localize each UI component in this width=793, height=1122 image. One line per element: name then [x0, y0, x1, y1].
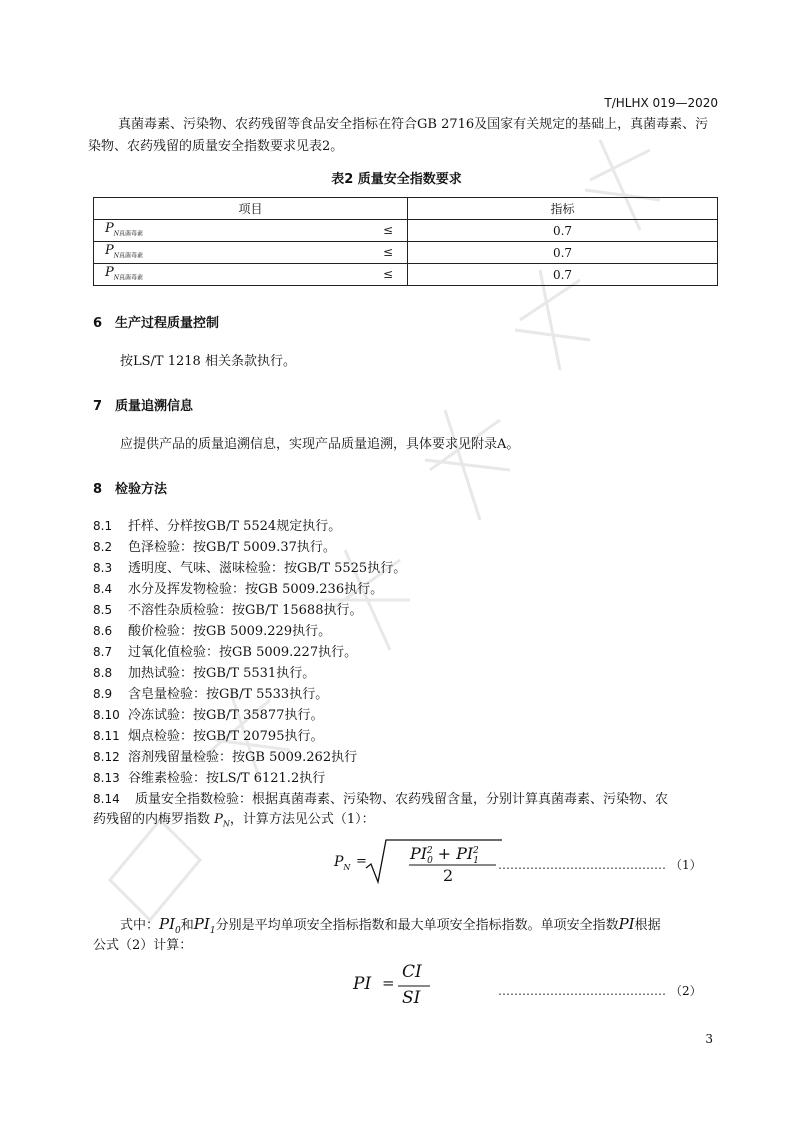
list-item: 8.10 冷冻试验：按GB/T 35877执行。: [93, 708, 324, 723]
less-equal: ≤: [382, 267, 393, 281]
intro-paragraph: 真菌毒素、污染物、农药残留等食品安全指标在符合GB 2716及国家有关规定的基础上，真菌毒素、污染物、农药残留的质量安全指数要求见表2。: [88, 117, 709, 154]
list-item: 8.3 透明度、气味、滋味检验：按GB/T 5525执行。: [93, 561, 407, 576]
list-item-8-14: 8.14 质量安全指数检验：根据真菌毒素、污染物、农药残留含量，分别计算真菌毒素、污染物、农: [93, 792, 669, 807]
pn-inline: $P_N$: [214, 812, 230, 829]
list-item: 8.6 酸价检验：按GB 5009.229执行。: [93, 624, 332, 639]
list-item: 8.4 水分及挥发物检验：按GB 5009.236执行。: [93, 582, 384, 597]
list-item: 8.7 过氧化值检验：按GB 5009.227执行。: [93, 645, 358, 660]
index-value: 0.7: [408, 220, 718, 242]
formula-2-ref: …………………………………… （2）: [498, 984, 702, 998]
formula-2: PI = CI SI: [350, 960, 470, 1012]
table-caption: 表2 质量安全指数要求: [331, 172, 462, 187]
list-item: 8.2 色泽检验：按GB/T 5009.37执行。: [93, 540, 336, 555]
table-row: [94, 220, 718, 242]
fraction-bar: [398, 985, 432, 987]
header-item: 项目: [94, 198, 408, 220]
index-value: 0.7: [408, 242, 718, 264]
list-item: 8.5 不溶性杂质检验：按GB/T 15688执行。: [93, 603, 363, 618]
quality-index-table: [93, 197, 718, 286]
pn-symbol: $P_{N真菌毒素}$: [105, 221, 144, 238]
less-equal: ≤: [382, 223, 393, 237]
list-item: 8.12 溶剂残留量检验：按GB 5009.262执行: [93, 750, 358, 765]
less-equal: ≤: [382, 245, 393, 259]
list-item: 8.11 烟点检验：按GB/T 20795执行。: [93, 729, 324, 744]
table-row: [94, 264, 718, 286]
table-header-row: [94, 198, 718, 220]
list-item-8-14-line2: 药残留的内梅罗指数 $P_N$，计算方法见公式（1）：: [93, 812, 375, 829]
formula-1-numerator: $PI_0^2 + PI_1^2$: [410, 844, 479, 867]
list-item: 8.8 加热试验：按GB/T 5531执行。: [93, 666, 316, 681]
list-item: 8.13 谷维素检验：按LS/T 6121.2执行: [93, 771, 326, 786]
list-item: 8.1 扦样、分样按GB/T 5524规定执行。: [93, 519, 342, 534]
header-index: 指标: [408, 198, 718, 220]
list-item: 8.9 含皂量检验：按GB/T 5533执行。: [93, 687, 329, 702]
pn-symbol: $P_{N真菌毒素}$: [105, 265, 144, 282]
section-7-heading: 7 质量追溯信息: [93, 399, 194, 414]
page-number: 3: [705, 1032, 713, 1046]
explanation-line2: 公式（2）计算：: [93, 938, 193, 953]
index-value: 0.7: [408, 264, 718, 286]
section-6-heading: 6 生产过程质量控制: [93, 316, 220, 331]
standard-code: T/HLHX 019—2020: [604, 96, 718, 110]
formula-1-denominator: 2: [443, 866, 454, 885]
formula-1-ref: …………………………………… （1）: [498, 858, 702, 872]
section-6-body: 按LS/T 1218 相关条款执行。: [120, 354, 296, 369]
table-row: [94, 242, 718, 264]
explanation-line1: 式中：$PI_0$和$PI_1$分别是平均单项安全指标指数和最大单项安全指标指数。单项安全指数PI根据: [120, 915, 661, 936]
section-7-body: 应提供产品的质量追溯信息，实现产品质量追溯，具体要求见附录A。: [120, 437, 520, 452]
pn-symbol: $P_{N真菌毒素}$: [105, 243, 144, 260]
formula-1: $P_N$ = $PI_0^2 + PI_1^2$ 2: [330, 838, 480, 888]
section-8-heading: 8 检验方法: [93, 482, 168, 497]
